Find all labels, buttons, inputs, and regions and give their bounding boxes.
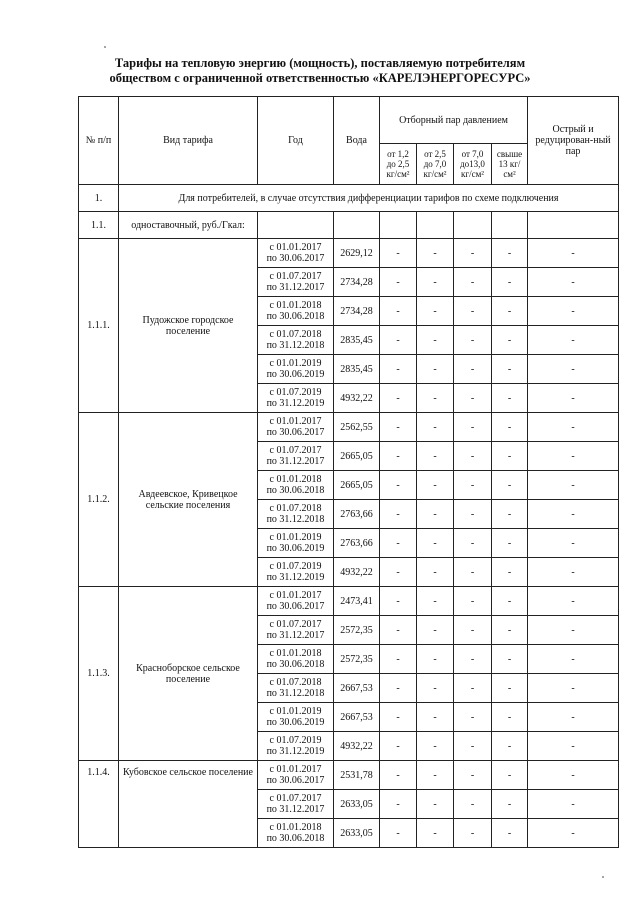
empty-tariff-dash: - [417,819,454,848]
header-sharp-steam: Острый и редуцирован-ный пар [528,97,619,185]
period-to: по 30.06.2019 [266,369,325,380]
empty-tariff-dash: - [417,790,454,819]
scan-speck [602,876,604,878]
water-tariff: 2734,28 [334,297,380,326]
period-cell [258,384,334,413]
subsection-text: одноставочный, руб./Гкал: [119,212,258,239]
empty-tariff-dash: - [380,587,417,616]
empty-tariff-dash: - [380,790,417,819]
empty-cell [528,212,619,239]
empty-tariff-dash: - [380,413,417,442]
empty-tariff-dash: - [380,297,417,326]
empty-tariff-dash: - [454,761,492,790]
period-from: с 01.01.2019 [269,358,322,369]
empty-tariff-dash: - [454,500,492,529]
empty-tariff-dash: - [492,616,528,645]
water-tariff: 2572,35 [334,645,380,674]
tariff-row [79,761,619,790]
empty-tariff-dash: - [528,703,619,732]
empty-tariff-dash: - [454,239,492,268]
empty-tariff-dash: - [417,413,454,442]
empty-tariff-dash: - [528,239,619,268]
empty-cell [454,212,492,239]
empty-tariff-dash: - [454,645,492,674]
tariff-row [79,413,619,442]
empty-tariff-dash: - [454,674,492,703]
title-line-2: обществом с ограниченной ответственностью «КАРЕЛЭНЕРГОРЕСУРС» [109,71,531,85]
empty-tariff-dash: - [528,790,619,819]
header-steam: Отборный пар давлением [380,97,528,144]
empty-tariff-dash: - [417,471,454,500]
empty-tariff-dash: - [417,384,454,413]
document-title [0,56,640,86]
empty-tariff-dash: - [492,558,528,587]
period-from: с 01.07.2017 [269,793,322,804]
period-to: по 30.06.2017 [266,253,325,264]
header-kind: Вид тарифа [119,97,258,185]
empty-tariff-dash: - [528,471,619,500]
empty-tariff-dash: - [528,819,619,848]
empty-tariff-dash: - [417,616,454,645]
group-name: Пудожское городское поселение [119,239,258,413]
empty-tariff-dash: - [528,442,619,471]
header-water: Вода [334,97,380,185]
period-from: с 01.07.2018 [269,503,322,514]
empty-tariff-dash: - [528,761,619,790]
period-cell [258,297,334,326]
period-to: по 30.06.2017 [266,775,325,786]
title-line-1: Тарифы на тепловую энергию (мощность), поставляемую потребителям [114,56,526,70]
period-cell [258,761,334,790]
empty-tariff-dash: - [380,471,417,500]
empty-tariff-dash: - [380,442,417,471]
period-from: с 01.07.2019 [269,561,322,572]
empty-tariff-dash: - [454,703,492,732]
period-to: по 31.12.2018 [266,340,325,351]
empty-cell [417,212,454,239]
period-from: с 01.01.2018 [269,474,322,485]
group-num: 1.1.3. [79,587,119,761]
water-tariff: 2531,78 [334,761,380,790]
period-to: по 30.06.2018 [266,659,325,670]
empty-tariff-dash: - [380,268,417,297]
empty-tariff-dash: - [380,529,417,558]
empty-tariff-dash: - [380,558,417,587]
water-tariff: 2667,53 [334,703,380,732]
empty-tariff-dash: - [492,500,528,529]
empty-tariff-dash: - [454,442,492,471]
empty-tariff-dash: - [380,645,417,674]
empty-tariff-dash: - [492,587,528,616]
subsection-num: 1.1. [79,212,119,239]
empty-tariff-dash: - [380,761,417,790]
empty-tariff-dash: - [417,587,454,616]
empty-tariff-dash: - [417,732,454,761]
water-tariff: 2835,45 [334,326,380,355]
period-cell [258,790,334,819]
empty-tariff-dash: - [380,239,417,268]
period-cell [258,413,334,442]
empty-tariff-dash: - [492,471,528,500]
tariff-row [79,587,619,616]
period-to: по 30.06.2017 [266,601,325,612]
tariff-table [78,96,619,848]
empty-tariff-dash: - [417,239,454,268]
period-to: по 30.06.2018 [266,311,325,322]
tariff-row [79,239,619,268]
empty-tariff-dash: - [528,529,619,558]
period-to: по 31.12.2017 [266,804,325,815]
period-from: с 01.01.2019 [269,706,322,717]
period-cell [258,703,334,732]
empty-tariff-dash: - [492,790,528,819]
empty-tariff-dash: - [492,703,528,732]
group-name: Авдеевское, Кривецкое сельские поселения [119,413,258,587]
period-from: с 01.01.2017 [269,242,322,253]
section-text: Для потребителей, в случае отсутствия дифференциации тарифов по схеме подключения [119,185,619,212]
empty-tariff-dash: - [454,297,492,326]
period-cell [258,355,334,384]
empty-tariff-dash: - [492,268,528,297]
header-year: Год [258,97,334,185]
empty-tariff-dash: - [454,790,492,819]
period-cell [258,674,334,703]
empty-tariff-dash: - [492,761,528,790]
empty-tariff-dash: - [492,326,528,355]
empty-tariff-dash: - [380,616,417,645]
period-from: с 01.07.2018 [269,329,322,340]
empty-cell [334,212,380,239]
empty-tariff-dash: - [492,732,528,761]
empty-tariff-dash: - [417,645,454,674]
water-tariff: 2629,12 [334,239,380,268]
empty-tariff-dash: - [492,529,528,558]
empty-tariff-dash: - [454,819,492,848]
empty-tariff-dash: - [528,413,619,442]
empty-tariff-dash: - [528,645,619,674]
period-from: с 01.07.2017 [269,271,322,282]
period-from: с 01.01.2018 [269,300,322,311]
empty-tariff-dash: - [380,732,417,761]
empty-tariff-dash: - [454,413,492,442]
period-cell [258,442,334,471]
empty-tariff-dash: - [528,674,619,703]
water-tariff: 2473,41 [334,587,380,616]
empty-tariff-dash: - [380,384,417,413]
period-to: по 30.06.2017 [266,427,325,438]
period-cell [258,587,334,616]
empty-tariff-dash: - [417,529,454,558]
water-tariff: 2667,53 [334,674,380,703]
empty-tariff-dash: - [454,384,492,413]
group-name: Кубовское сельское поселение [119,761,258,848]
empty-tariff-dash: - [528,297,619,326]
empty-tariff-dash: - [380,500,417,529]
period-to: по 31.12.2017 [266,630,325,641]
period-from: с 01.01.2017 [269,764,322,775]
period-cell [258,500,334,529]
water-tariff: 2562,55 [334,413,380,442]
empty-tariff-dash: - [417,500,454,529]
period-from: с 01.07.2019 [269,735,322,746]
empty-tariff-dash: - [454,616,492,645]
empty-tariff-dash: - [417,355,454,384]
empty-tariff-dash: - [528,268,619,297]
empty-tariff-dash: - [417,558,454,587]
empty-tariff-dash: - [380,819,417,848]
header-pressure-3: от 7,0 до13,0 кг/см² [454,144,492,185]
empty-tariff-dash: - [454,471,492,500]
empty-tariff-dash: - [454,326,492,355]
water-tariff: 2665,05 [334,471,380,500]
empty-tariff-dash: - [454,558,492,587]
period-cell [258,732,334,761]
period-to: по 31.12.2017 [266,282,325,293]
period-cell [258,645,334,674]
period-from: с 01.07.2017 [269,619,322,630]
period-from: с 01.01.2018 [269,822,322,833]
header-num: № п/п [79,97,119,185]
period-from: с 01.07.2017 [269,445,322,456]
period-to: по 31.12.2019 [266,398,325,409]
empty-tariff-dash: - [492,645,528,674]
empty-tariff-dash: - [454,732,492,761]
water-tariff: 4932,22 [334,384,380,413]
empty-tariff-dash: - [492,384,528,413]
water-tariff: 4932,22 [334,732,380,761]
empty-tariff-dash: - [492,413,528,442]
empty-cell [258,212,334,239]
period-cell [258,268,334,297]
period-to: по 31.12.2019 [266,572,325,583]
period-from: с 01.07.2018 [269,677,322,688]
empty-tariff-dash: - [417,703,454,732]
water-tariff: 2665,05 [334,442,380,471]
water-tariff: 2633,05 [334,819,380,848]
empty-tariff-dash: - [492,442,528,471]
empty-tariff-dash: - [417,326,454,355]
water-tariff: 4932,22 [334,558,380,587]
empty-tariff-dash: - [454,587,492,616]
header-pressure-2: от 2,5 до 7,0 кг/см² [417,144,454,185]
empty-tariff-dash: - [528,384,619,413]
period-from: с 01.01.2019 [269,532,322,543]
period-from: с 01.01.2017 [269,416,322,427]
period-cell [258,326,334,355]
period-to: по 31.12.2018 [266,514,325,525]
water-tariff: 2835,45 [334,355,380,384]
period-cell [258,616,334,645]
group-num: 1.1.4. [79,761,119,848]
empty-tariff-dash: - [492,819,528,848]
empty-tariff-dash: - [417,761,454,790]
group-num: 1.1.2. [79,413,119,587]
empty-tariff-dash: - [528,587,619,616]
empty-tariff-dash: - [454,268,492,297]
empty-tariff-dash: - [528,355,619,384]
empty-tariff-dash: - [380,674,417,703]
period-cell [258,558,334,587]
water-tariff: 2633,05 [334,790,380,819]
empty-tariff-dash: - [380,703,417,732]
water-tariff: 2734,28 [334,268,380,297]
empty-tariff-dash: - [380,355,417,384]
period-cell [258,819,334,848]
period-cell [258,471,334,500]
empty-tariff-dash: - [417,674,454,703]
empty-tariff-dash: - [492,239,528,268]
empty-tariff-dash: - [417,442,454,471]
empty-tariff-dash: - [492,355,528,384]
period-to: по 31.12.2019 [266,746,325,757]
period-cell [258,529,334,558]
water-tariff: 2763,66 [334,529,380,558]
period-cell [258,239,334,268]
empty-tariff-dash: - [380,326,417,355]
empty-cell [380,212,417,239]
group-name: Красноборское сельское поселение [119,587,258,761]
period-to: по 30.06.2018 [266,833,325,844]
header-pressure-4: свыше 13 кг/см² [492,144,528,185]
scan-speck [104,46,106,48]
subsection-row [79,212,619,239]
empty-tariff-dash: - [528,732,619,761]
period-to: по 30.06.2019 [266,543,325,554]
period-to: по 30.06.2018 [266,485,325,496]
empty-tariff-dash: - [454,355,492,384]
empty-tariff-dash: - [492,674,528,703]
section-num: 1. [79,185,119,212]
water-tariff: 2572,35 [334,616,380,645]
empty-tariff-dash: - [417,297,454,326]
period-from: с 01.07.2019 [269,387,322,398]
period-to: по 31.12.2017 [266,456,325,467]
period-from: с 01.01.2017 [269,590,322,601]
header-pressure-1: от 1,2 до 2,5 кг/см² [380,144,417,185]
section-row [79,185,619,212]
empty-tariff-dash: - [528,616,619,645]
empty-tariff-dash: - [417,268,454,297]
period-to: по 30.06.2019 [266,717,325,728]
period-from: с 01.01.2018 [269,648,322,659]
empty-tariff-dash: - [528,326,619,355]
empty-tariff-dash: - [528,500,619,529]
empty-cell [492,212,528,239]
group-num: 1.1.1. [79,239,119,413]
empty-tariff-dash: - [454,529,492,558]
period-to: по 31.12.2018 [266,688,325,699]
water-tariff: 2763,66 [334,500,380,529]
empty-tariff-dash: - [492,297,528,326]
empty-tariff-dash: - [528,558,619,587]
